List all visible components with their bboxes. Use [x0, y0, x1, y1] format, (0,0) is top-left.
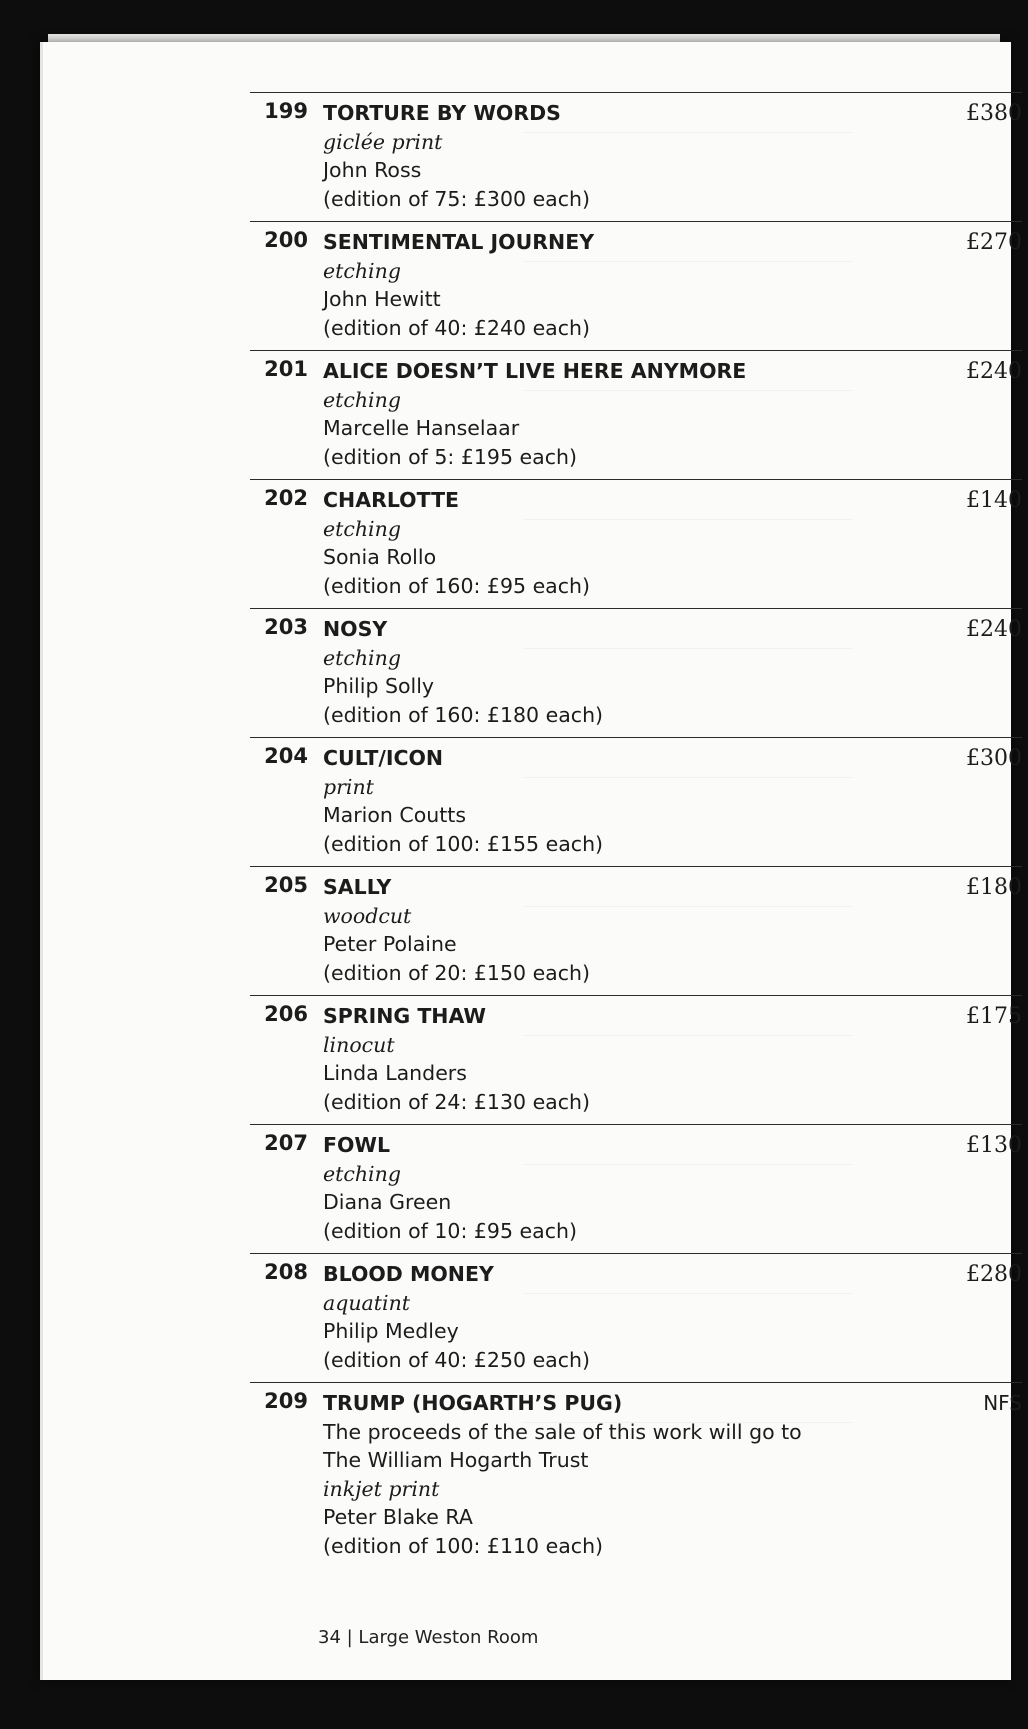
artist-name: Peter Polaine [323, 932, 457, 957]
entry-details [323, 1389, 863, 1561]
entry-details [323, 873, 863, 987]
lot-number: 201 [264, 357, 308, 381]
catalogue-entry-204 [250, 737, 1022, 856]
artist-name: Diana Green [323, 1190, 452, 1215]
artist-name: John Hewitt [323, 287, 441, 312]
artist-name: Marcelle Hanselaar [323, 416, 520, 441]
artwork-title: BLOOD MONEY [323, 1262, 494, 1286]
entry-details [323, 99, 863, 213]
entry-details [323, 1131, 863, 1245]
entry-details [323, 1260, 863, 1374]
catalogue-entry-209 [250, 1382, 1022, 1558]
price: £130 [966, 1133, 1022, 1158]
lot-number: 206 [264, 1002, 308, 1026]
page-footer: 34 | Large Weston Room [318, 1627, 539, 1648]
lot-number: 205 [264, 873, 308, 897]
entry-details [323, 744, 863, 858]
artwork-title: SALLY [323, 875, 392, 899]
price: £175 [966, 1004, 1022, 1029]
price: £300 [966, 746, 1022, 771]
artwork-medium: etching [323, 645, 401, 670]
artist-name: Peter Blake RA [323, 1505, 473, 1530]
catalogue-entry-199 [250, 92, 1022, 211]
artwork-medium: giclée print [323, 129, 443, 154]
lot-number: 204 [264, 744, 308, 768]
artwork-medium: etching [323, 258, 401, 283]
price: £240 [966, 359, 1022, 384]
lot-number: 202 [264, 486, 308, 510]
entry-details [323, 486, 863, 600]
artwork-title: ALICE DOESN’T LIVE HERE ANYMORE [323, 359, 747, 383]
edition-info: (edition of 40: £240 each) [323, 315, 591, 340]
artist-name: Philip Medley [323, 1319, 459, 1344]
artwork-title: TRUMP (HOGARTH’S PUG) [323, 1391, 623, 1415]
edition-info: (edition of 160: £180 each) [323, 702, 604, 727]
price: £270 [966, 230, 1022, 255]
artwork-title: FOWL [323, 1133, 391, 1157]
artist-name: Sonia Rollo [323, 545, 437, 570]
edition-info: (edition of 160: £95 each) [323, 573, 591, 598]
artwork-title: CULT/ICON [323, 746, 444, 770]
entry-details [323, 1002, 863, 1116]
artwork-title: CHARLOTTE [323, 488, 460, 512]
artwork-medium: etching [323, 516, 401, 541]
artwork-title: TORTURE BY WORDS [323, 101, 561, 125]
catalogue-page [40, 42, 1022, 1680]
price: NFS [983, 1391, 1022, 1415]
catalogue-entry-207 [250, 1124, 1022, 1243]
entry-details [323, 357, 863, 471]
artwork-medium: etching [323, 1161, 401, 1186]
artwork-medium: etching [323, 387, 401, 412]
price: £240 [966, 617, 1022, 642]
price: £380 [966, 101, 1022, 126]
edition-info: (edition of 40: £250 each) [323, 1347, 591, 1372]
catalogue-entry-200 [250, 221, 1022, 340]
lot-number: 207 [264, 1131, 308, 1155]
edition-info: (edition of 75: £300 each) [323, 186, 591, 211]
catalogue-entry-208 [250, 1253, 1022, 1372]
artwork-medium: inkjet print [323, 1476, 440, 1501]
lot-number: 200 [264, 228, 308, 252]
artist-name: Marion Coutts [323, 803, 467, 828]
artist-name: Linda Landers [323, 1061, 467, 1086]
price: £280 [966, 1262, 1022, 1287]
entry-note: The proceeds of the sale of this work will go to [323, 1419, 802, 1444]
lot-number: 203 [264, 615, 308, 639]
artwork-medium: print [323, 774, 374, 799]
lot-number: 199 [264, 99, 308, 123]
entry-details [323, 228, 863, 342]
artist-name: John Ross [323, 158, 422, 183]
catalogue-entry-206 [250, 995, 1022, 1114]
artwork-medium: linocut [323, 1032, 395, 1057]
catalogue-entry-201 [250, 350, 1022, 469]
catalogue-list [43, 42, 1022, 1680]
edition-info: (edition of 100: £110 each) [323, 1533, 604, 1558]
catalogue-entry-203 [250, 608, 1022, 727]
artwork-medium: woodcut [323, 903, 412, 928]
artwork-title: SENTIMENTAL JOURNEY [323, 230, 595, 254]
artwork-title: NOSY [323, 617, 388, 641]
price: £180 [966, 875, 1022, 900]
entry-details [323, 615, 863, 729]
artwork-medium: aquatint [323, 1290, 411, 1315]
edition-info: (edition of 24: £130 each) [323, 1089, 591, 1114]
price: £140 [966, 488, 1022, 513]
catalogue-entry-205 [250, 866, 1022, 985]
lot-number: 208 [264, 1260, 308, 1284]
edition-info: (edition of 100: £155 each) [323, 831, 604, 856]
artist-name: Philip Solly [323, 674, 435, 699]
catalogue-entry-202 [250, 479, 1022, 598]
edition-info: (edition of 10: £95 each) [323, 1218, 577, 1243]
edition-info: (edition of 5: £195 each) [323, 444, 577, 469]
edition-info: (edition of 20: £150 each) [323, 960, 591, 985]
artwork-title: SPRING THAW [323, 1004, 487, 1028]
entry-note: The William Hogarth Trust [323, 1448, 589, 1473]
lot-number: 209 [264, 1389, 308, 1413]
